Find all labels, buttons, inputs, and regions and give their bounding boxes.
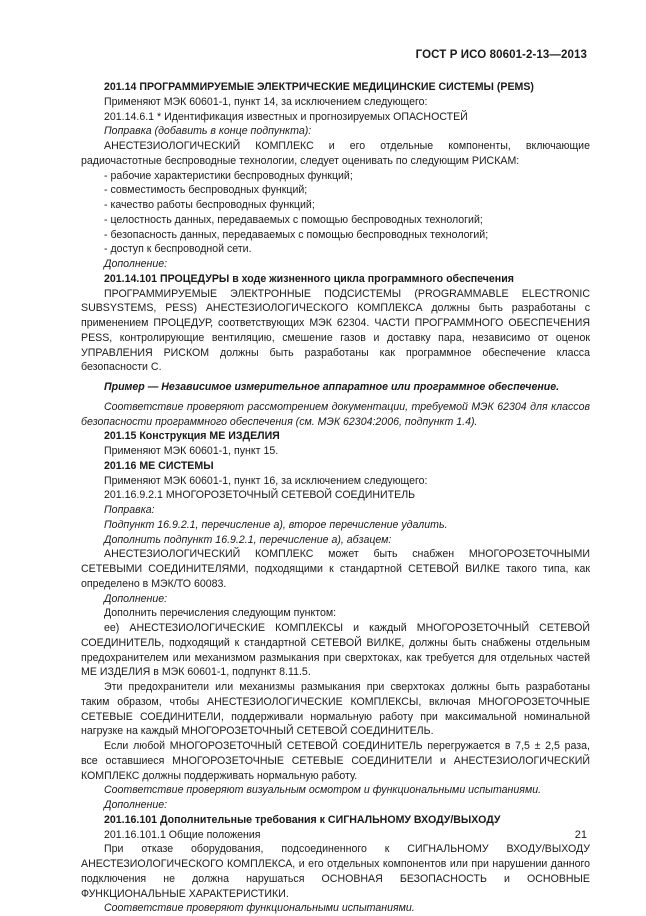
paragraph: ее) АНЕСТЕЗИОЛОГИЧЕСКИЕ КОМПЛЕКСЫ и каждый МНОГОРОЗЕТОЧНЫЙ СЕТЕВОЙ СОЕДИНИТЕЛЬ, подходящий к стандартной СЕТЕВОЙ ВИЛКЕ, должны быть снабжены отдельным предохранителем или механизмом размыкания при сверхтоках, как требуется для отдельных частей МЕ ИЗДЕЛИЯ в МЭК 60601-1, подпункт 8.11.5. <box>81 622 590 679</box>
list-item: - целостность данных, передаваемых с помощью беспроводных технологий; <box>104 213 483 226</box>
list-item: - доступ к беспроводной сети. <box>104 243 252 256</box>
list-item: - рабочие характеристики беспроводных функций; <box>104 169 353 182</box>
paragraph: Применяют МЭК 60601-1, пункт 16, за исключением следующего: <box>104 474 428 487</box>
example-note: Пример — Независимое измерительное аппаратное или программное обеспечение. <box>104 381 560 393</box>
amendment-text: Дополнить подпункт 16.9.2.1, перечисление a), абзацем: <box>104 533 392 546</box>
paragraph: Применяют МЭК 60601-1, пункт 14, за исключением следующего: <box>104 95 428 108</box>
section-heading: 201.15 Конструкция МЕ ИЗДЕЛИЯ <box>104 430 280 443</box>
subsection-heading: 201.14.6.1 * Идентификация известных и прогнозируемых ОПАСНОСТЕЙ <box>104 110 468 123</box>
compliance-note: Соответствие проверяют визуальным осмотром и функциональными испытаниями. <box>104 784 542 797</box>
document-body <box>81 80 590 916</box>
addition-label: Дополнение: <box>104 799 168 811</box>
subsection-heading: 201.16.101.1 Общие положения <box>104 828 261 841</box>
paragraph: ПРОГРАММИРУЕМЫЕ ЭЛЕКТРОННЫЕ ПОДСИСТЕМЫ (PROGRAMMABLE ELECTRONIC SUBSYSTEMS, PESS) АНЕСТЕЗИОЛОГИЧЕСКОГО КОМПЛЕКСА должны быть разработаны с применением ПРОЦЕДУР, соответствующих МЭК 62304. ЧАСТИ ПРОГРАММНОГО ОБЕСПЕЧЕНИЯ PESS, контролирующие вентиляцию, смешение газов и доставку пара, независимо от оценок УПРАВЛЕНИЯ РИСКОМ должны быть разработаны как программное обеспечение класса безопасности C. <box>81 287 590 374</box>
paragraph: Дополнить перечисления следующим пунктом: <box>104 607 337 620</box>
amendment-label: Поправка (добавить в конце подпункта): <box>104 125 312 138</box>
section-heading: 201.14.101 ПРОЦЕДУРЫ в ходе жизненного цикла программного обеспечения <box>104 272 514 285</box>
addition-label: Дополнение: <box>104 258 168 270</box>
addition-label: Дополнение: <box>104 592 168 605</box>
amendment-text: Подпункт 16.9.2.1, перечисление a), второе перечисление удалить. <box>104 518 448 531</box>
page-number: 21 <box>574 829 587 841</box>
amendment-label: Поправка: <box>104 504 155 516</box>
list-item: - безопасность данных, передаваемых с помощью беспроводных технологий; <box>104 228 489 241</box>
section-heading: 201.16.101 Дополнительные требования к СИГНАЛЬНОМУ ВХОДУ/ВЫХОДУ <box>104 813 501 826</box>
list-item: - качество работы беспроводных функций; <box>104 199 315 211</box>
paragraph: Если любой МНОГОРОЗЕТОЧНЫЙ СЕТЕВОЙ СОЕДИНИТЕЛЬ перегружается в 7,5 ± 2,5 раза, все оставшиеся МНОГОРОЗЕТОЧНЫЕ СЕТЕВЫЕ СОЕДИНИТЕЛИ и АНЕСТЕЗИОЛОГИЧЕСКИЙ КОМПЛЕКС должны поддерживать нормальную работу. <box>81 740 590 782</box>
compliance-note: Соответствие проверяют рассмотрением документации, требуемой МЭК 62304 для классов безопасности программного обеспечения (см. МЭК 62304:2006, подпункт 1.4). <box>81 400 590 428</box>
compliance-note: Соответствие проверяют функциональными испытаниями. <box>104 902 415 915</box>
list-item: - совместимость беспроводных функций; <box>104 184 308 197</box>
paragraph: АНЕСТЕЗИОЛОГИЧЕСКИЙ КОМПЛЕКС и его отдельные компоненты, включающие радиочастотные беспроводные технологии, следует оценивать по следующим РИСКАМ: <box>81 140 590 167</box>
paragraph: При отказе оборудования, подсоединенного к СИГНАЛЬНОМУ ВХОДУ/ВЫХОДУ АНЕСТЕЗИОЛОГИЧЕСКОГО КОМПЛЕКСА, и его отдельных компонентов или при нарушении данного подключения не должна нарушаться ОСНОВНАЯ БЕЗОПАСНОСТЬ и ОСНОВНЫЕ ФУНКЦИОНАЛЬНЫЕ ХАРАКТЕРИСТИКИ. <box>81 843 590 900</box>
document-header-id: ГОСТ Р ИСО 80601-2-13—2013 <box>415 49 587 61</box>
paragraph: Применяют МЭК 60601-1, пункт 15. <box>104 445 279 457</box>
paragraph: АНЕСТЕЗИОЛОГИЧЕСКИЙ КОМПЛЕКС может быть снабжен МНОГОРОЗЕТОЧНЫМИ СЕТЕВЫМИ СОЕДИНИТЕЛЯМИ, подходящими к стандартной СЕТЕВОЙ ВИЛКЕ такого типа, как определено в МЭК/ТО 60083. <box>81 548 590 590</box>
section-heading: 201.16 МЕ СИСТЕМЫ <box>104 459 214 472</box>
paragraph: Эти предохранители или механизмы размыкания при сверхтоках должны быть разработаны таким образом, чтобы АНЕСТЕЗИОЛОГИЧЕСКИЕ КОМПЛЕКСЫ, включая МНОГОРОЗЕТОЧНЫЕ СЕТЕВЫЕ СОЕДИНИТЕЛИ, поддерживали нормальную работу при максимальной номинальной нагрузке на каждый МНОГОРОЗЕТОЧНЫЙ СЕТЕВОЙ СОЕДИНИТЕЛЬ. <box>81 681 590 738</box>
subsection-heading: 201.16.9.2.1 МНОГОРОЗЕТОЧНЫЙ СЕТЕВОЙ СОЕДИНИТЕЛЬ <box>104 489 416 502</box>
section-heading: 201.14 ПРОГРАММИРУЕМЫЕ ЭЛЕКТРИЧЕСКИЕ МЕДИЦИНСКИЕ СИСТЕМЫ (PEMS) <box>104 81 534 93</box>
